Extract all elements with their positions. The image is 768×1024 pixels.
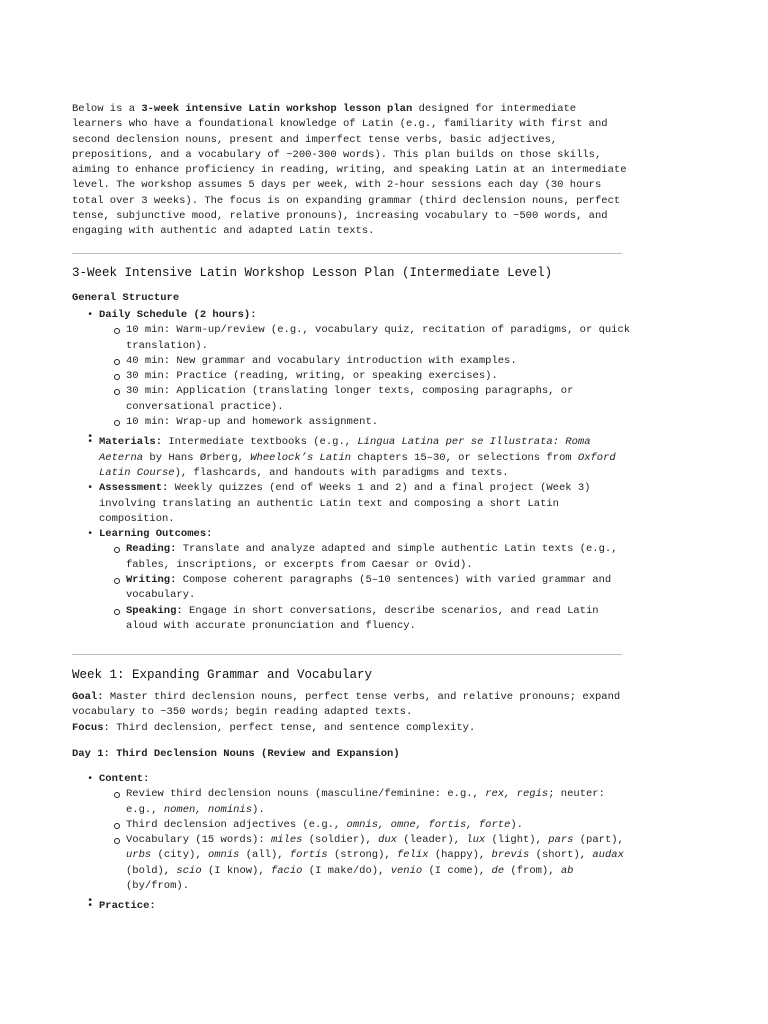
list-item	[72, 818, 632, 833]
day1-title: Day 1: Third Declension Nouns (Review and Expansion)	[72, 748, 400, 760]
outcomes-sublist	[99, 542, 632, 634]
content-text: Review third declension nouns (masculine/feminine: e.g.,	[126, 788, 486, 801]
content-text: ; neuter: e.g.,	[126, 788, 605, 816]
vocab-word: audax	[592, 849, 624, 862]
intro-bold: 3-week intensive Latin workshop lesson plan	[141, 103, 413, 115]
general-structure-heading: General Structure	[72, 292, 180, 304]
vocab-gloss: (light),	[485, 834, 549, 847]
materials-text: chapters 15–30, or selections from	[351, 451, 578, 464]
vocab-word: facio	[270, 864, 303, 877]
vocab-gloss: (strong),	[327, 849, 397, 862]
vocab-word: ab	[560, 864, 574, 877]
outcome-label: Writing:	[126, 574, 177, 587]
book-title: Lingua Latina per se Illustrata: Roma Aeterna	[99, 436, 591, 464]
schedule-sublist	[99, 323, 632, 430]
list-item-daily-schedule	[72, 308, 632, 430]
list-item-learning-outcomes	[72, 527, 632, 634]
outcome-text: Compose coherent paragraphs (5–10 sentences) with varied grammar and vocabulary.	[126, 574, 612, 602]
goal-text: Master third declension nouns, perfect tense verbs, and relative pronouns; expand vocabulary to ~350 words; begin reading adapted texts.	[72, 691, 621, 719]
vocab-gloss: (I know),	[201, 864, 271, 877]
outcome-text: Translate and analyze adapted and simple authentic Latin texts (e.g., fables, inscriptions, or excerpts from Caesar or Ovid).	[126, 543, 618, 571]
content-text: ).	[510, 818, 523, 831]
latin-term: omnis, omne, fortis, forte	[346, 818, 511, 831]
list-item: 30 min: Practice (reading, writing, or speaking exercises).	[72, 369, 632, 384]
materials-text: ), flashcards, and handouts with paradigms and texts.	[174, 466, 509, 479]
vocab-word: pars	[548, 834, 574, 847]
list-item: 10 min: Warm-up/review (e.g., vocabulary quiz, recitation of paradigms, or quick translation).	[72, 323, 632, 354]
vocab-word: dux	[378, 834, 397, 847]
outcome-label: Reading:	[126, 543, 177, 556]
vocab-gloss: (happy),	[428, 849, 492, 862]
latin-term: nomen, nominis	[163, 803, 253, 816]
general-structure-list	[72, 308, 632, 634]
materials-label: Materials:	[99, 436, 163, 449]
vocab-word: felix	[397, 849, 429, 862]
materials-text: Intermediate textbooks (e.g.,	[162, 436, 358, 449]
vocab-gloss: (soldier),	[302, 834, 379, 847]
outcome-text: Engage in short conversations, describe scenarios, and read Latin aloud with accurate pronunciation and fluency.	[126, 604, 599, 632]
divider	[72, 654, 622, 655]
vocab-word: scio	[176, 864, 202, 877]
day1-list	[72, 772, 632, 915]
content-text: Third declension adjectives (e.g.,	[126, 818, 347, 831]
vocab-gloss: (part),	[573, 834, 624, 847]
materials-text: by Hans Ørberg,	[143, 451, 251, 464]
vocab-gloss: (bold),	[126, 864, 177, 877]
list-item	[72, 604, 632, 635]
list-item: 30 min: Application (translating longer texts, composing paragraphs, or conversational practice).	[72, 384, 632, 415]
focus-text: : Third declension, perfect tense, and sentence complexity.	[103, 721, 476, 734]
divider	[72, 253, 622, 254]
vocab-gloss: (all),	[239, 849, 290, 862]
plan-title: 3-Week Intensive Latin Workshop Lesson Plan (Intermediate Level)	[72, 266, 553, 280]
vocab-word: de	[491, 864, 505, 877]
list-item-content	[72, 772, 632, 894]
vocab-gloss: (leader),	[396, 834, 467, 847]
list-item-practice	[72, 899, 632, 914]
content-sublist	[99, 787, 632, 894]
vocab-gloss: (short),	[529, 849, 593, 862]
practice-label: Practice:	[99, 900, 156, 913]
list-item-assessment	[72, 481, 632, 527]
intro-text-rest: designed for intermediate learners who have a foundational knowledge of Latin (e.g., familiarity with first and second declension nouns, present and imperfect tense verbs, basic adjectives, prepositions, and a vocabulary of ~200-300 words). This plan builds on those skills, aiming to enhance proficiency in reading, writing, and speaking Latin at an intermediate level. The workshop assumes 5 days per week, with 2-hour sessions each day (30 hours total over 3 weeks). The focus is on expanding grammar (third declension nouns, perfect tense, subjunctive mood, relative pronouns), increasing vocabulary to ~500 words, and engaging with authentic and adapted Latin texts.	[72, 103, 627, 238]
vocab-gloss: (I come),	[422, 864, 492, 877]
latin-term: rex, regis	[485, 788, 549, 801]
vocab-word: omnis	[207, 849, 240, 862]
book-title: Oxford Latin Course	[99, 451, 616, 479]
vocab-word: lux	[466, 834, 486, 847]
vocab-gloss: (city),	[151, 849, 208, 862]
list-item-materials	[72, 435, 632, 481]
list-item	[72, 787, 632, 818]
book-title: Wheelock’s Latin	[250, 451, 352, 464]
vocab-word: miles	[270, 834, 303, 847]
content-label: Content:	[99, 773, 150, 785]
vocab-word: brevis	[491, 849, 530, 862]
vocab-word: fortis	[289, 849, 328, 862]
week1-goal	[72, 690, 632, 736]
week1-title: Week 1: Expanding Grammar and Vocabulary	[72, 668, 373, 682]
vocab-gloss: (I make/do),	[302, 864, 391, 877]
vocab-prefix: Vocabulary (15 words):	[126, 834, 271, 847]
intro-text: Below is a	[72, 103, 142, 115]
goal-label: Goal:	[72, 691, 104, 703]
list-item	[72, 573, 632, 604]
outcome-label: Speaking:	[126, 604, 183, 617]
vocab-word: venio	[390, 864, 423, 877]
intro-paragraph	[72, 102, 632, 240]
vocab-gloss: (from),	[504, 864, 561, 877]
list-item	[72, 542, 632, 573]
vocab-word: urbs	[126, 849, 152, 862]
list-item-vocabulary	[72, 833, 632, 894]
content-text: ).	[252, 803, 265, 816]
list-item: 10 min: Wrap-up and homework assignment.	[72, 415, 632, 430]
learning-outcomes-label: Learning Outcomes:	[99, 528, 213, 541]
list-item: 40 min: New grammar and vocabulary introduction with examples.	[72, 354, 632, 369]
focus-label: Focus	[72, 721, 104, 734]
vocab-gloss: (by/from).	[126, 880, 190, 893]
assessment-label: Assessment:	[99, 482, 169, 495]
assessment-text: Weekly quizzes (end of Weeks 1 and 2) and a final project (Week 3) involving translating an authentic Latin text and composing a short Latin composition.	[99, 482, 591, 525]
daily-schedule-label: Daily Schedule (2 hours):	[99, 309, 257, 321]
